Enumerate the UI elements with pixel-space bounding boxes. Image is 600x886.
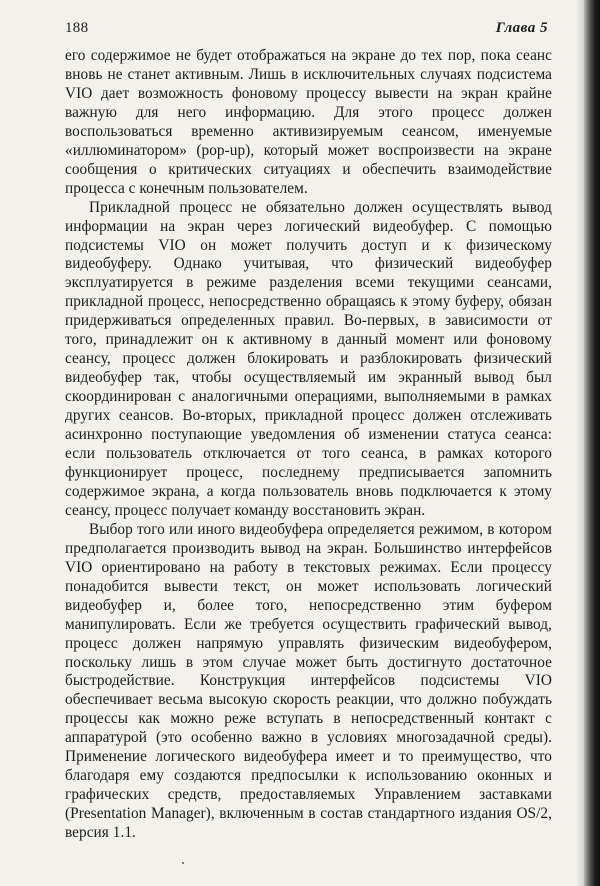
- page-header: [65, 20, 548, 42]
- body-text: [65, 47, 552, 843]
- paragraph-continuation: его содержимое не будет отображаться на экране до тех пор, пока сеанс вновь не станет активным. Лишь в исключительных случаях подсистема VIO дает возможность фоновому процессу вывести на экран крайне важную для него информацию. Для этого процесс должен воспользоваться временно активизируемым сеансом, именуемые «иллюминатором» (pop-up), который может воспроизвести на экране сообщения о критических ситуациях и обеспечить взаимодействие процесса с конечным пользователем.: [65, 47, 552, 197]
- paragraph-buffer-choice: Выбор того или иного видеобуфера определяется режимом, в котором предполагается производить вывод на экран. Большинство интерфейсов VIO ориентировано на работу в текстовых режимах. Если процессу понадобится вывести текст, он может использовать логический видеобуфер и, более того, непосредственно этим буфером манипулировать. Если же требуется осуществить графический вывод, процесс должен напрямую управлять физическим видеобуфером, поскольку лишь в этом случае может быть достигнуто достаточное быстродействие. Конструкция интерфейсов подсистемы VIO обеспечивает весьма высокую скорость реакции, что должно побуждать процессы как можно реже вступать в непосредственный контакт с аппаратурой (это особенно важно в условиях многозадачной среды). Применение логического видеобуфера имеет и то преимущество, что благодаря ему создаются предпосылки к использованию оконных и графических средств, предоставляемых Управлением заставками (Presentation Manager), включенным в состав стандартного издания OS/2, версия 1.1.: [65, 520, 552, 842]
- page-gutter-shadow: [576, 0, 584, 886]
- scan-speck: [182, 862, 184, 864]
- chapter-label: Глава 5: [495, 20, 548, 36]
- page-number: 188: [65, 20, 89, 36]
- paragraph-physical-buffer: Прикладной процесс не обязательно должен осуществлять вывод информации на экран через логический видеобуфер. С помощью подсистемы VIO он может получить доступ и к физическому видеобуферу. Однако учитывая, что физический видеобуфер эксплуатируется в режиме разделения всеми текущими сеансами, прикладной процесс, непосредственно обращаясь к этому буферу, обязан придерживаться определенных правил. Во-первых, в зависимости от того, принадлежит он к активному в данный момент или фоновому сеансу, процесс должен блокировать и разблокировать физический видеобуфер так, чтобы осуществляемый им экранный вывод был скоординирован с аналогичными операциями, выполняемыми в рамках других сеансов. Во-вторых, прикладной процесс должен отслеживать асинхронно поступающие уведомления об изменении статуса сеанса: если пользователь отключается от того сеанса, в рамках которого функционирует процесс, последнему предписывается запомнить содержимое экрана, а когда пользователь вновь подключается к этому сеансу, процесс получает команду восстановить экран.: [65, 198, 552, 519]
- scan-edge: [584, 0, 600, 886]
